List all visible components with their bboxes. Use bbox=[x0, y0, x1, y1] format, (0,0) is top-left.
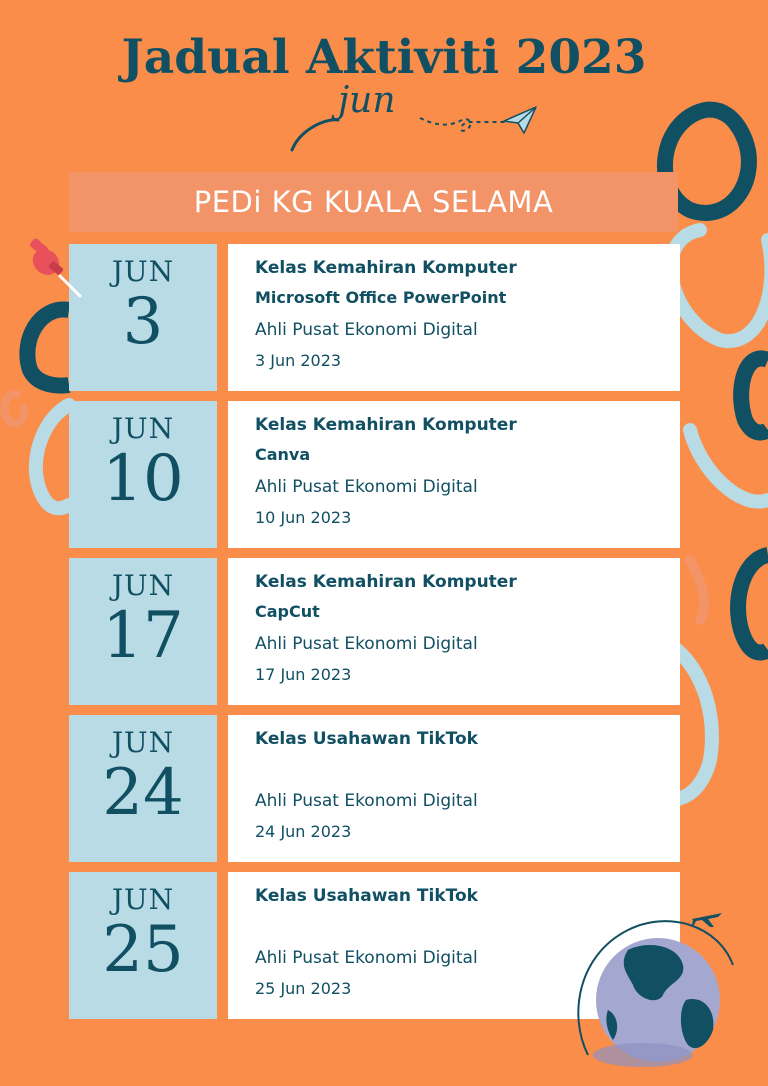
event-date: 10 Jun 2023 bbox=[255, 508, 352, 527]
paper-plane-icon bbox=[502, 103, 538, 135]
date-box bbox=[69, 401, 217, 548]
date-box bbox=[69, 872, 217, 1019]
event-audience: Ahli Pusat Ekonomi Digital bbox=[255, 477, 478, 497]
event-card bbox=[228, 244, 680, 391]
subtitle-flourish bbox=[292, 120, 338, 150]
event-title: Kelas Usahawan TikTok bbox=[255, 729, 478, 749]
date-month: JUN bbox=[111, 726, 175, 759]
date-box bbox=[69, 244, 217, 391]
date-day: 24 bbox=[102, 756, 184, 830]
date-day: 10 bbox=[102, 442, 184, 516]
event-date: 24 Jun 2023 bbox=[255, 822, 352, 841]
event-title: Kelas Kemahiran Komputer bbox=[255, 415, 517, 435]
date-month: JUN bbox=[111, 412, 175, 445]
dark-blue-loop-right-low bbox=[738, 555, 768, 653]
light-blue-loop-right-top bbox=[671, 230, 768, 341]
dashed-flight-path bbox=[420, 118, 505, 131]
month-subtitle: jun bbox=[338, 80, 396, 121]
event-date: 17 Jun 2023 bbox=[255, 665, 352, 684]
date-day: 25 bbox=[102, 913, 184, 987]
pink-loop-right bbox=[690, 560, 704, 620]
event-card bbox=[228, 558, 680, 705]
event-subtitle: Microsoft Office PowerPoint bbox=[255, 288, 507, 307]
event-card bbox=[228, 401, 680, 548]
date-day: 3 bbox=[122, 285, 164, 359]
organization-name: PEDi KG KUALA SELAMA bbox=[193, 185, 554, 219]
dark-blue-loop-left bbox=[27, 310, 69, 386]
organization-banner bbox=[69, 172, 678, 232]
event-date: 25 Jun 2023 bbox=[255, 979, 352, 998]
date-day: 17 bbox=[102, 599, 184, 673]
event-audience: Ahli Pusat Ekonomi Digital bbox=[255, 948, 478, 968]
date-box bbox=[69, 558, 217, 705]
dark-blue-loop-right-mid bbox=[741, 358, 768, 432]
event-title: Kelas Usahawan TikTok bbox=[255, 886, 478, 906]
page-title: Jadual Aktiviti 2023 bbox=[121, 30, 647, 85]
pink-loop-left bbox=[4, 394, 24, 423]
date-month: JUN bbox=[111, 883, 175, 916]
airplane-icon bbox=[690, 905, 724, 931]
event-subtitle: Canva bbox=[255, 445, 311, 464]
date-month: JUN bbox=[111, 255, 175, 288]
event-subtitle: CapCut bbox=[255, 602, 320, 621]
event-date: 3 Jun 2023 bbox=[255, 351, 342, 370]
push-pin-icon bbox=[22, 238, 86, 302]
light-blue-loop-left bbox=[36, 405, 69, 508]
date-month: JUN bbox=[111, 569, 175, 602]
event-audience: Ahli Pusat Ekonomi Digital bbox=[255, 320, 478, 340]
event-audience: Ahli Pusat Ekonomi Digital bbox=[255, 791, 478, 811]
light-blue-loop-right-mid bbox=[690, 430, 768, 502]
event-title: Kelas Kemahiran Komputer bbox=[255, 258, 517, 278]
date-box bbox=[69, 715, 217, 862]
event-audience: Ahli Pusat Ekonomi Digital bbox=[255, 634, 478, 654]
event-card bbox=[228, 715, 680, 862]
event-title: Kelas Kemahiran Komputer bbox=[255, 572, 517, 592]
